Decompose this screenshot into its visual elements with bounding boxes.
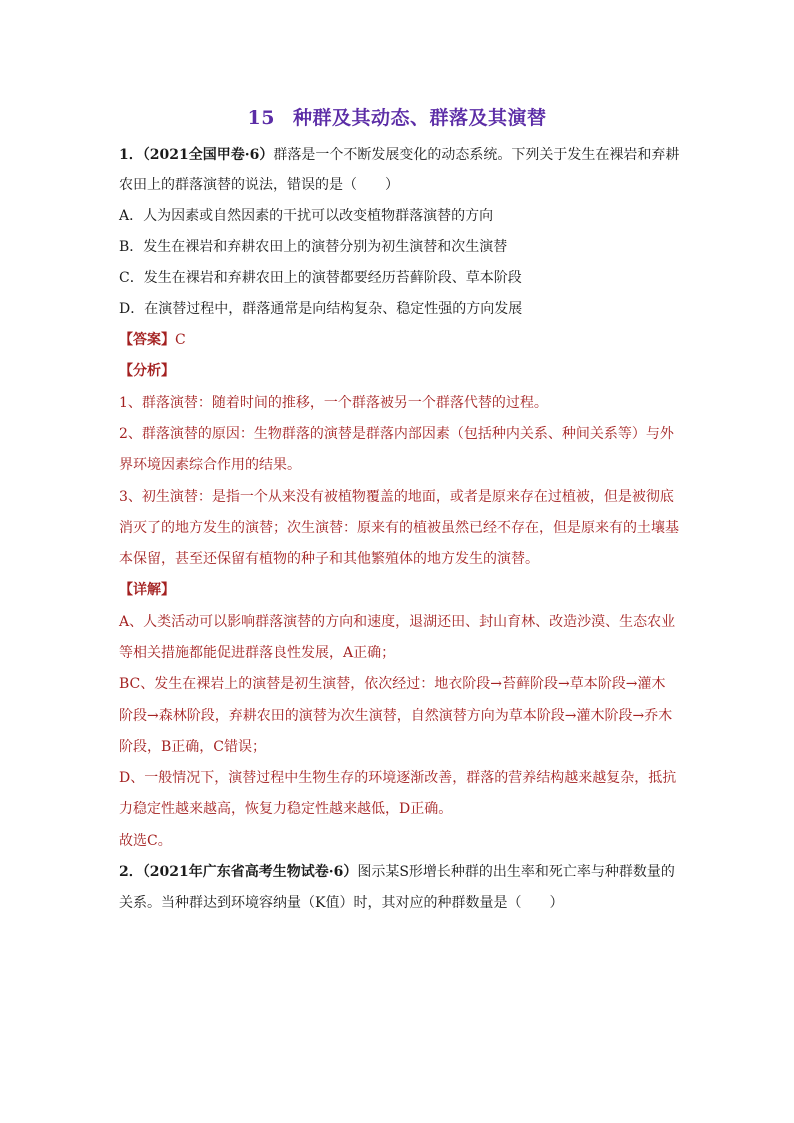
analysis-label: 【分析】 (119, 363, 175, 379)
detail-label: 【详解】 (119, 582, 175, 598)
answer-value: C (175, 332, 186, 348)
analysis-line-3: 界环境因素综合作用的结果。 (119, 457, 301, 473)
q1-option-d: D．在演替过程中，群落通常是向结构复杂、稳定性强的方向发展 (119, 301, 523, 317)
q2-stem-line-2: 关系。当种群达到环境容纳量（K值）时，其对应的种群数量是（ ） (119, 895, 564, 911)
q1-option-b: B．发生在裸岩和弃耕农田上的演替分别为初生演替和次生演替 (119, 239, 508, 255)
detail-line-7: 力稳定性越来越高，恢复力稳定性越来越低，D正确。 (119, 801, 453, 817)
q1-stem-line-2: 农田上的群落演替的说法，错误的是（ ） (119, 177, 399, 193)
q1-answer (119, 330, 186, 350)
analysis-line-4: 3、初生演替：是指一个从来没有被植物覆盖的地面，或者是原来存在过植被，但是被彻底 (119, 489, 674, 505)
q1-source: 1．（2021全国甲卷·6） (119, 147, 274, 163)
q2-source: 2．（2021年广东省高考生物试卷·6） (119, 864, 358, 880)
answer-label: 【答案】 (119, 332, 175, 348)
detail-line-4: 阶段→森林阶段，弃耕农田的演替为次生演替，自然演替方向为草本阶段→灌木阶段→乔木 (119, 708, 673, 724)
analysis-line-2: 2、群落演替的原因：生物群落的演替是群落内部因素（包括种内关系、种间关系等）与外 (119, 426, 674, 442)
q1-option-a: A．人为因素或自然因素的干扰可以改变植物群落演替的方向 (119, 208, 494, 224)
detail-line-2: 等相关措施都能促进群落良性发展，A正确； (119, 645, 396, 661)
q2-stem-1: 图示某S形增长种群的出生率和死亡率与种群数量的 (357, 864, 675, 880)
chapter-number: 15 (247, 107, 275, 129)
detail-line-6: D、一般情况下，演替过程中生物生存的环境逐渐改善，群落的营养结构越来越复杂，抵抗 (119, 770, 677, 786)
q1-option-c: C．发生在裸岩和弃耕农田上的演替都要经历苔藓阶段、草本阶段 (119, 270, 522, 286)
analysis-line-6: 本保留，甚至还保留有植物的种子和其他繁殖体的地方发生的演替。 (119, 551, 539, 567)
detail-line-5: 阶段，B正确，C错误； (119, 739, 266, 755)
q2-stem-line-1 (119, 862, 675, 882)
q1-stem-line-1 (119, 145, 679, 165)
detail-line-3: BC、发生在裸岩上的演替是初生演替，依次经过：地衣阶段→苔藓阶段→草本阶段→灌木 (119, 676, 666, 692)
detail-line-1: A、人类活动可以影响群落演替的方向和速度，退湖还田、封山育林、改造沙漠、生态农业 (119, 614, 676, 630)
conclusion: 故选C。 (119, 833, 172, 849)
analysis-line-5: 消灭了的地方发生的演替；次生演替：原来有的植被虽然已经不存在，但是原来有的土壤基 (119, 520, 679, 536)
chapter-title: 种群及其动态、群落及其演替 (292, 107, 547, 129)
q1-stem-1: 群落是一个不断发展变化的动态系统。下列关于发生在裸岩和弃耕 (273, 147, 680, 163)
analysis-line-1: 1、群落演替：随着时间的推移，一个群落被另一个群落代替的过程。 (119, 395, 548, 411)
page-title (0, 103, 794, 130)
